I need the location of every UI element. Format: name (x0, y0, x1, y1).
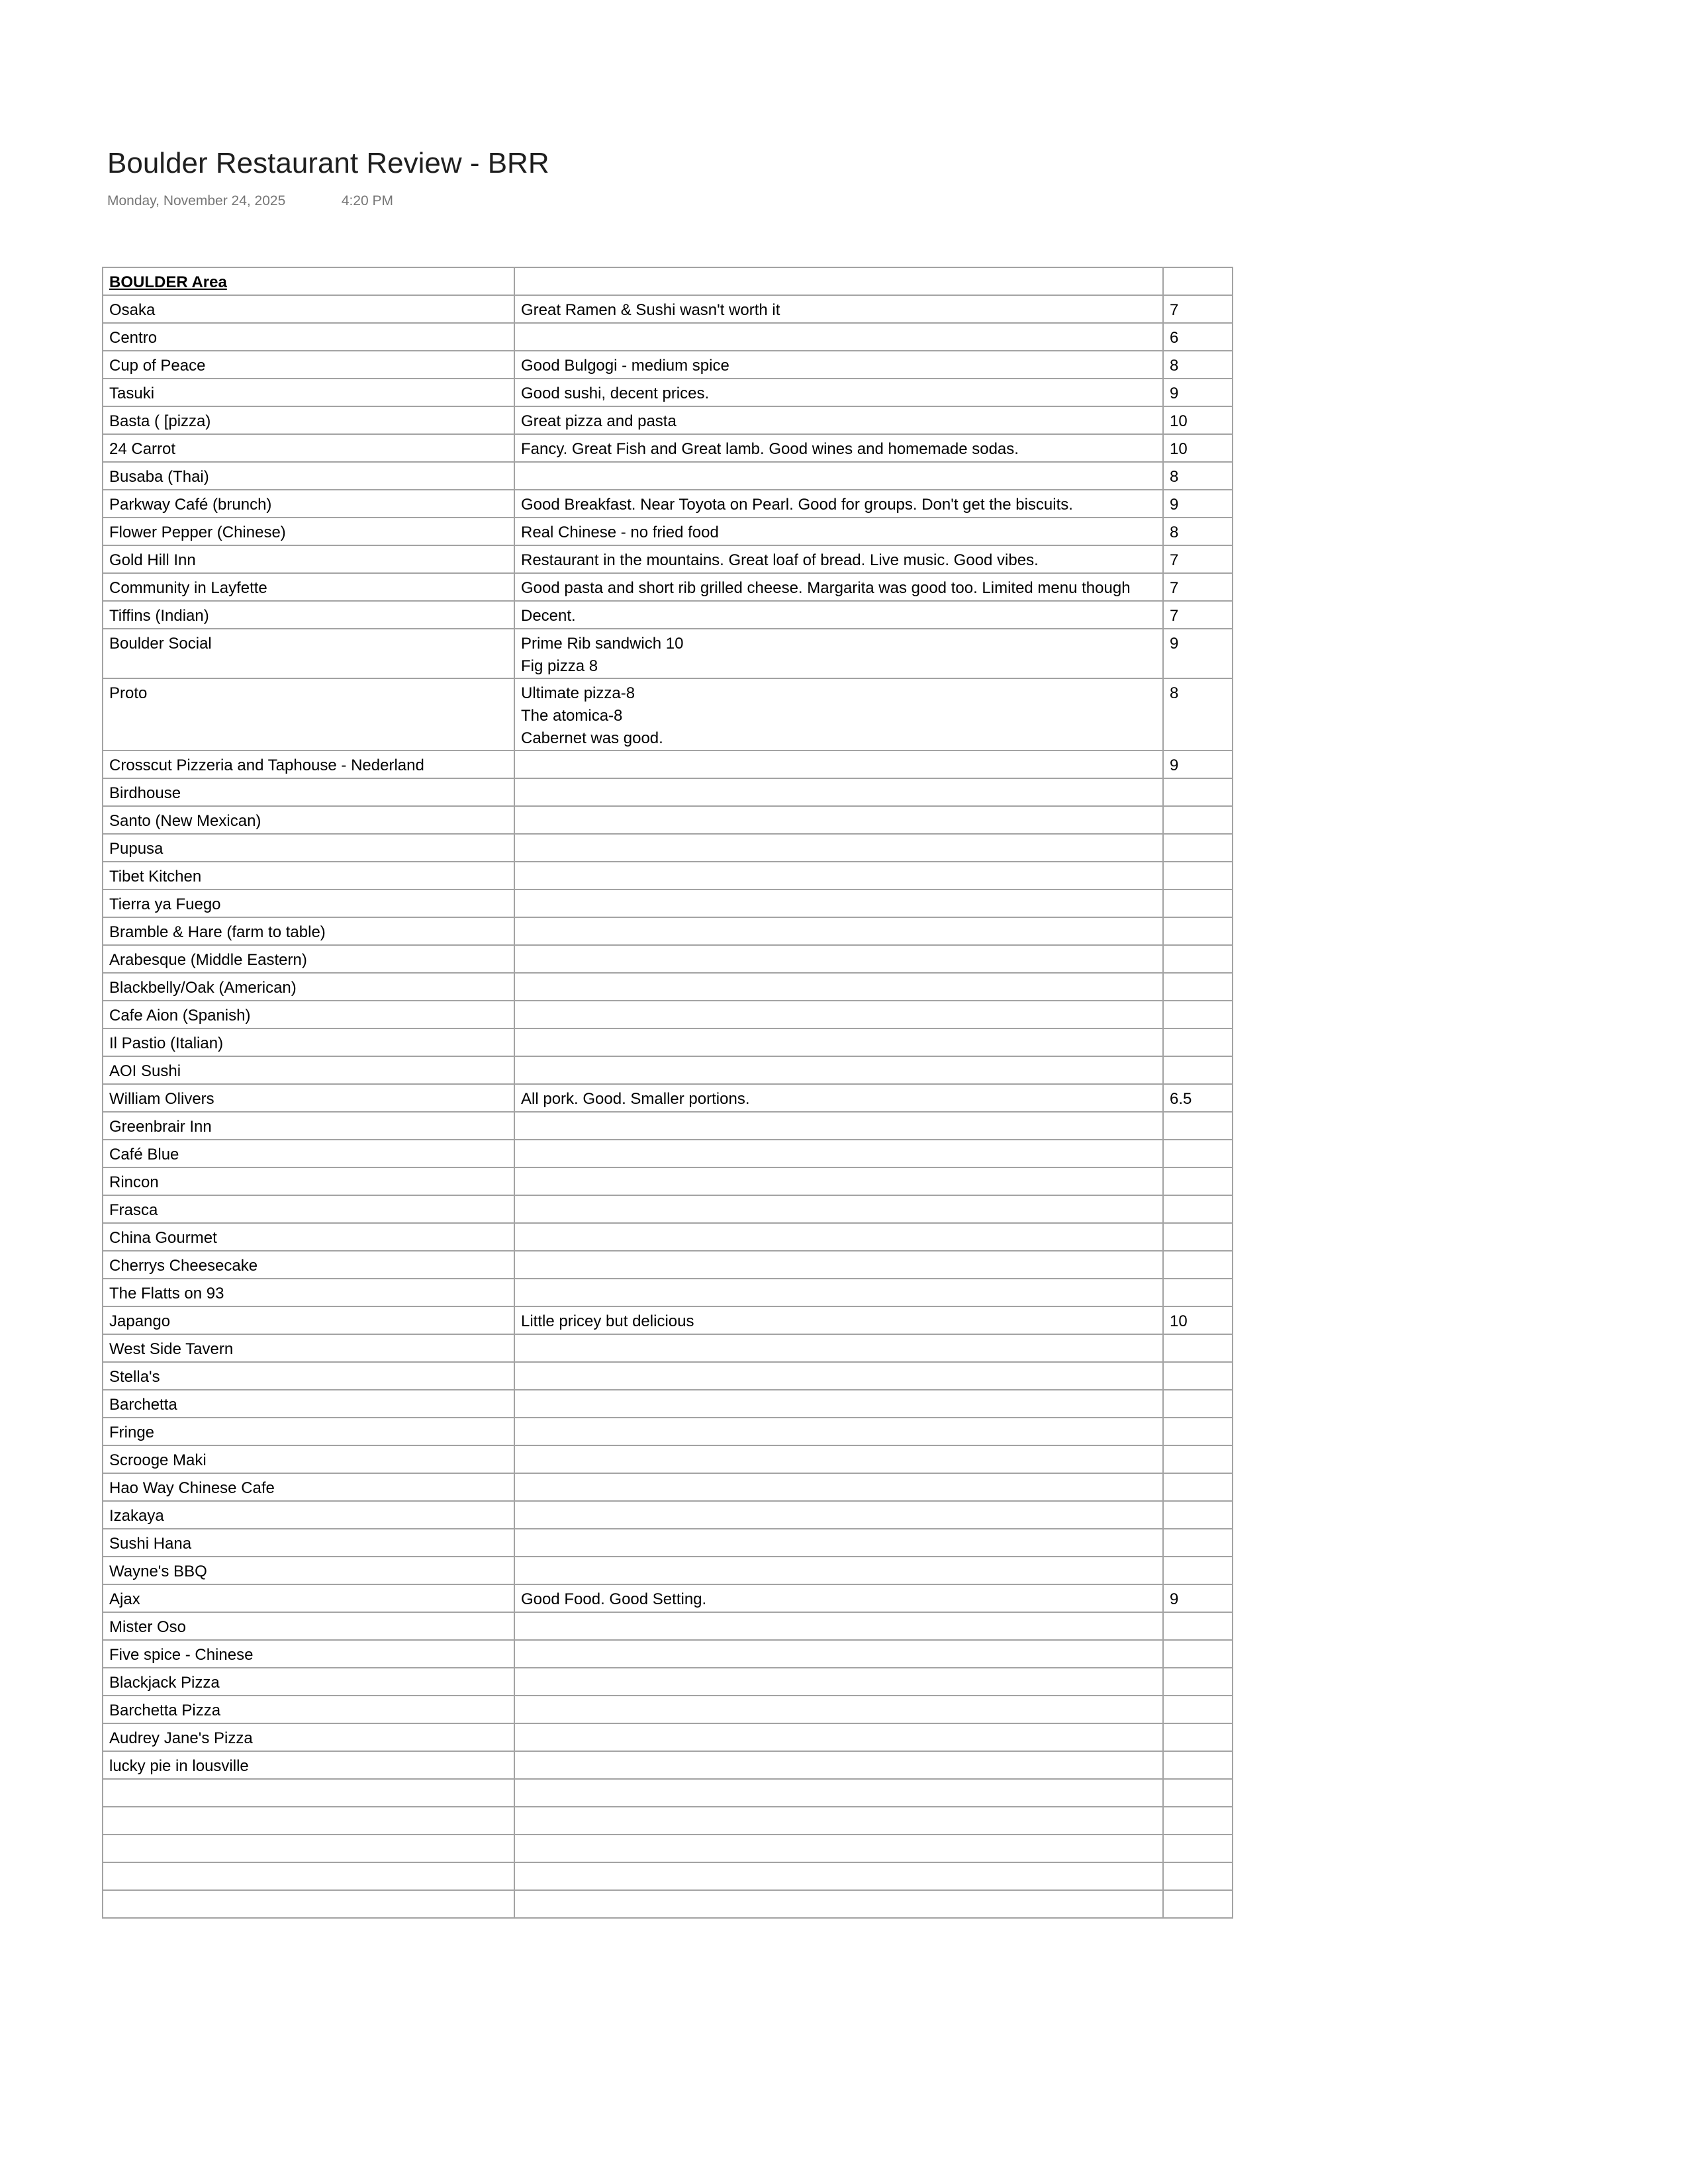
restaurant-name-cell[interactable]: Ajax (103, 1584, 514, 1612)
restaurant-name-cell[interactable]: 24 Carrot (103, 434, 514, 462)
restaurant-name-cell[interactable]: lucky pie in lousville (103, 1751, 514, 1779)
table-row (103, 1557, 1233, 1584)
table-row (103, 1473, 1233, 1501)
table-row (103, 1584, 1233, 1612)
restaurant-name-cell[interactable]: Gold Hill Inn (103, 545, 514, 573)
rating-score-cell[interactable] (1163, 1390, 1233, 1418)
rating-score-cell[interactable] (1163, 1001, 1233, 1028)
restaurant-name-cell[interactable]: Birdhouse (103, 778, 514, 806)
review-note-cell[interactable] (514, 1001, 1163, 1028)
table-row (103, 1501, 1233, 1529)
review-note-cell[interactable] (514, 1390, 1163, 1418)
table-row (103, 834, 1233, 862)
review-note-cell[interactable] (514, 1362, 1163, 1390)
restaurant-name-cell[interactable]: Bramble & Hare (farm to table) (103, 917, 514, 945)
table-row (103, 1251, 1233, 1279)
review-note-cell[interactable] (514, 1167, 1163, 1195)
restaurant-name-cell[interactable]: Wayne's BBQ (103, 1557, 514, 1584)
restaurant-name-cell[interactable]: Parkway Café (brunch) (103, 490, 514, 518)
table-row (103, 1334, 1233, 1362)
table-row (103, 1084, 1233, 1112)
rating-score-cell[interactable] (1163, 1112, 1233, 1140)
rating-score-cell[interactable]: 9 (1163, 751, 1233, 778)
rating-score-cell[interactable] (1163, 973, 1233, 1001)
review-note-cell[interactable] (514, 1890, 1163, 1918)
restaurant-name-cell[interactable]: Tiffins (Indian) (103, 601, 514, 629)
rating-score-cell[interactable] (1163, 1612, 1233, 1640)
table-row (103, 945, 1233, 973)
restaurant-name-cell[interactable]: Frasca (103, 1195, 514, 1223)
restaurant-review-table[interactable] (102, 267, 1233, 1919)
restaurant-name-cell[interactable]: Busaba (Thai) (103, 462, 514, 490)
rating-score-cell[interactable] (1163, 889, 1233, 917)
restaurant-name-cell[interactable]: Audrey Jane's Pizza (103, 1723, 514, 1751)
table-row (103, 751, 1233, 778)
table-row (103, 973, 1233, 1001)
table-row (103, 1835, 1233, 1862)
table-row (103, 295, 1233, 323)
review-note-cell[interactable] (514, 945, 1163, 973)
table-row (103, 1668, 1233, 1696)
restaurant-name-cell[interactable]: Blackjack Pizza (103, 1668, 514, 1696)
restaurant-name-cell[interactable]: Blackbelly/Oak (American) (103, 973, 514, 1001)
rating-score-cell[interactable] (1163, 1696, 1233, 1723)
review-note-cell[interactable] (514, 1028, 1163, 1056)
restaurant-name-cell[interactable]: Crosscut Pizzeria and Taphouse - Nederland (103, 751, 514, 778)
rating-score-cell[interactable] (1163, 1279, 1233, 1306)
rating-score-cell[interactable] (1163, 778, 1233, 806)
restaurant-name-cell[interactable]: West Side Tavern (103, 1334, 514, 1362)
restaurant-name-cell[interactable]: Cafe Aion (Spanish) (103, 1001, 514, 1028)
restaurant-name-cell[interactable]: Arabesque (Middle Eastern) (103, 945, 514, 973)
table-row (103, 490, 1233, 518)
review-note-cell[interactable] (514, 917, 1163, 945)
restaurant-name-cell[interactable] (103, 1807, 514, 1835)
rating-score-cell[interactable]: 9 (1163, 629, 1233, 678)
review-note-cell[interactable] (514, 1807, 1163, 1835)
rating-score-cell[interactable]: 9 (1163, 1584, 1233, 1612)
review-note-cell[interactable] (514, 751, 1163, 778)
restaurant-name-cell[interactable]: Cup of Peace (103, 351, 514, 379)
review-note-cell[interactable]: Great pizza and pasta (514, 406, 1163, 434)
rating-score-cell[interactable]: 8 (1163, 462, 1233, 490)
rating-score-cell[interactable] (1163, 1557, 1233, 1584)
review-note-cell[interactable] (514, 889, 1163, 917)
restaurant-name-cell[interactable]: Tibet Kitchen (103, 862, 514, 889)
review-note-cell[interactable] (514, 1668, 1163, 1696)
restaurant-name-cell[interactable] (103, 1862, 514, 1890)
review-note-cell[interactable]: Prime Rib sandwich 10 Fig pizza 8 (514, 629, 1163, 678)
table-row (103, 1445, 1233, 1473)
restaurant-name-cell[interactable]: The Flatts on 93 (103, 1279, 514, 1306)
restaurant-name-cell[interactable]: William Olivers (103, 1084, 514, 1112)
rating-score-cell[interactable] (1163, 945, 1233, 973)
rating-score-cell[interactable]: 8 (1163, 351, 1233, 379)
rating-score-cell[interactable] (1163, 1362, 1233, 1390)
restaurant-name-cell[interactable]: AOI Sushi (103, 1056, 514, 1084)
rating-score-cell[interactable] (1163, 1640, 1233, 1668)
restaurant-name-cell[interactable]: Scrooge Maki (103, 1445, 514, 1473)
table-row (103, 1640, 1233, 1668)
table-row (103, 1223, 1233, 1251)
review-note-cell[interactable]: Great Ramen & Sushi wasn't worth it (514, 295, 1163, 323)
page-date: Monday, November 24, 2025 (107, 193, 286, 208)
review-note-cell[interactable]: Decent. (514, 601, 1163, 629)
review-note-cell[interactable]: Good Bulgogi - medium spice (514, 351, 1163, 379)
table-row (103, 1751, 1233, 1779)
rating-score-cell[interactable]: 6 (1163, 323, 1233, 351)
review-note-cell[interactable] (514, 1835, 1163, 1862)
review-note-cell[interactable] (514, 1056, 1163, 1084)
review-note-cell[interactable] (514, 1751, 1163, 1779)
table-row (103, 434, 1233, 462)
review-note-cell[interactable] (514, 1862, 1163, 1890)
review-note-cell[interactable]: All pork. Good. Smaller portions. (514, 1084, 1163, 1112)
table-row (103, 379, 1233, 406)
table-row (103, 406, 1233, 434)
page-time: 4:20 PM (341, 193, 394, 208)
restaurant-name-cell[interactable]: Flower Pepper (Chinese) (103, 518, 514, 545)
table-row (103, 629, 1233, 678)
rating-score-cell[interactable] (1163, 862, 1233, 889)
restaurant-name-cell[interactable]: China Gourmet (103, 1223, 514, 1251)
rating-score-cell[interactable] (1163, 1056, 1233, 1084)
table-row (103, 1140, 1233, 1167)
review-note-cell[interactable]: Good Breakfast. Near Toyota on Pearl. Good for groups. Don't get the biscuits. (514, 490, 1163, 518)
review-note-cell[interactable] (514, 1501, 1163, 1529)
restaurant-name-cell[interactable]: Izakaya (103, 1501, 514, 1529)
table-row (103, 1001, 1233, 1028)
review-note-cell[interactable]: Little pricey but delicious (514, 1306, 1163, 1334)
table-row (103, 462, 1233, 490)
section-header-cell[interactable]: BOULDER Area (103, 267, 514, 295)
review-note-cell[interactable] (514, 778, 1163, 806)
rating-score-cell[interactable]: 7 (1163, 295, 1233, 323)
table-row (103, 1862, 1233, 1890)
review-note-cell[interactable]: Good sushi, decent prices. (514, 379, 1163, 406)
review-note-cell[interactable] (514, 806, 1163, 834)
table-row (103, 1306, 1233, 1334)
restaurant-name-cell[interactable]: Mister Oso (103, 1612, 514, 1640)
table-row (103, 351, 1233, 379)
rating-score-cell[interactable] (1163, 1807, 1233, 1835)
review-note-cell[interactable] (514, 1445, 1163, 1473)
restaurant-name-cell[interactable]: Proto (103, 678, 514, 751)
review-note-cell[interactable] (514, 1418, 1163, 1445)
restaurant-name-cell[interactable]: Stella's (103, 1362, 514, 1390)
review-note-cell[interactable] (514, 1557, 1163, 1584)
rating-score-cell[interactable] (1163, 1251, 1233, 1279)
rating-score-cell[interactable] (1163, 1668, 1233, 1696)
restaurant-name-cell[interactable]: Fringe (103, 1418, 514, 1445)
page-timestamp (107, 193, 393, 209)
table-row (103, 1028, 1233, 1056)
rating-score-cell[interactable] (1163, 1418, 1233, 1445)
review-note-cell[interactable] (514, 462, 1163, 490)
table-row (103, 1167, 1233, 1195)
empty-cell[interactable] (514, 267, 1163, 295)
page-title: Boulder Restaurant Review - BRR (107, 147, 549, 179)
table-row (103, 601, 1233, 629)
restaurant-name-cell[interactable]: Barchetta Pizza (103, 1696, 514, 1723)
rating-score-cell[interactable]: 9 (1163, 379, 1233, 406)
rating-score-cell[interactable] (1163, 1862, 1233, 1890)
restaurant-name-cell[interactable]: Sushi Hana (103, 1529, 514, 1557)
rating-score-cell[interactable] (1163, 1751, 1233, 1779)
review-note-cell[interactable] (514, 1640, 1163, 1668)
review-note-cell[interactable] (514, 1779, 1163, 1807)
rating-score-cell[interactable] (1163, 1140, 1233, 1167)
restaurant-name-cell[interactable]: Santo (New Mexican) (103, 806, 514, 834)
review-note-cell[interactable]: Fancy. Great Fish and Great lamb. Good wines and homemade sodas. (514, 434, 1163, 462)
review-note-cell[interactable]: Good Food. Good Setting. (514, 1584, 1163, 1612)
empty-cell[interactable] (1163, 267, 1233, 295)
restaurant-name-cell[interactable]: Il Pastio (Italian) (103, 1028, 514, 1056)
rating-score-cell[interactable] (1163, 1529, 1233, 1557)
table-row (103, 1723, 1233, 1751)
review-note-cell[interactable] (514, 1612, 1163, 1640)
rating-score-cell[interactable]: 7 (1163, 601, 1233, 629)
table-row (103, 889, 1233, 917)
rating-score-cell[interactable] (1163, 1501, 1233, 1529)
restaurant-name-cell[interactable]: Osaka (103, 295, 514, 323)
review-note-cell[interactable]: Real Chinese - no fried food (514, 518, 1163, 545)
restaurant-name-cell[interactable] (103, 1890, 514, 1918)
table-row (103, 1362, 1233, 1390)
restaurant-name-cell[interactable]: Tasuki (103, 379, 514, 406)
rating-score-cell[interactable] (1163, 1473, 1233, 1501)
rating-score-cell[interactable]: 10 (1163, 434, 1233, 462)
page-bottom-margin (99, 2023, 1238, 2181)
table-row (103, 917, 1233, 945)
restaurant-name-cell[interactable]: Barchetta (103, 1390, 514, 1418)
review-note-cell[interactable] (514, 834, 1163, 862)
review-note-cell[interactable] (514, 862, 1163, 889)
rating-score-cell[interactable]: 8 (1163, 518, 1233, 545)
rating-score-cell[interactable] (1163, 1445, 1233, 1473)
rating-score-cell[interactable]: 10 (1163, 406, 1233, 434)
restaurant-name-cell[interactable]: Centro (103, 323, 514, 351)
rating-score-cell[interactable]: 9 (1163, 490, 1233, 518)
table-row (103, 1195, 1233, 1223)
rating-score-cell[interactable] (1163, 1835, 1233, 1862)
review-note-cell[interactable] (514, 973, 1163, 1001)
restaurant-name-cell[interactable]: Greenbrair Inn (103, 1112, 514, 1140)
review-note-cell[interactable] (514, 1251, 1163, 1279)
table-row (103, 545, 1233, 573)
table-row (103, 806, 1233, 834)
restaurant-name-cell[interactable] (103, 1779, 514, 1807)
restaurant-name-cell[interactable]: Five spice - Chinese (103, 1640, 514, 1668)
rating-score-cell[interactable] (1163, 806, 1233, 834)
table-row (103, 678, 1233, 751)
review-note-cell[interactable] (514, 1473, 1163, 1501)
table-row (103, 1696, 1233, 1723)
table-row (103, 1418, 1233, 1445)
review-note-cell[interactable] (514, 1223, 1163, 1251)
table-row (103, 778, 1233, 806)
review-note-cell[interactable]: Good pasta and short rib grilled cheese. Margarita was good too. Limited menu though (514, 573, 1163, 601)
rating-score-cell[interactable] (1163, 1723, 1233, 1751)
review-note-cell[interactable]: Restaurant in the mountains. Great loaf of bread. Live music. Good vibes. (514, 545, 1163, 573)
restaurant-name-cell[interactable]: Basta ( [pizza) (103, 406, 514, 434)
table-row (103, 1807, 1233, 1835)
restaurant-name-cell[interactable] (103, 1835, 514, 1862)
review-note-cell[interactable] (514, 1696, 1163, 1723)
restaurant-name-cell[interactable]: Rincon (103, 1167, 514, 1195)
table-row (103, 323, 1233, 351)
rating-score-cell[interactable] (1163, 1028, 1233, 1056)
review-note-cell[interactable] (514, 1112, 1163, 1140)
table-row (103, 1056, 1233, 1084)
rating-score-cell[interactable]: 10 (1163, 1306, 1233, 1334)
review-note-cell[interactable] (514, 1334, 1163, 1362)
rating-score-cell[interactable] (1163, 1334, 1233, 1362)
review-note-cell[interactable] (514, 1140, 1163, 1167)
table-row (103, 518, 1233, 545)
rating-score-cell[interactable] (1163, 917, 1233, 945)
restaurant-name-cell[interactable]: Hao Way Chinese Cafe (103, 1473, 514, 1501)
restaurant-name-cell[interactable]: Japango (103, 1306, 514, 1334)
table-row (103, 1529, 1233, 1557)
table-row (103, 1279, 1233, 1306)
table-row (103, 1890, 1233, 1918)
table-row (103, 1390, 1233, 1418)
rating-score-cell[interactable] (1163, 1223, 1233, 1251)
review-note-cell[interactable] (514, 1723, 1163, 1751)
rating-score-cell[interactable]: 8 (1163, 678, 1233, 751)
rating-score-cell[interactable] (1163, 1167, 1233, 1195)
review-note-cell[interactable] (514, 1279, 1163, 1306)
table-row (103, 862, 1233, 889)
restaurant-name-cell[interactable]: Café Blue (103, 1140, 514, 1167)
rating-score-cell[interactable] (1163, 1890, 1233, 1918)
review-note-cell[interactable] (514, 1529, 1163, 1557)
restaurant-name-cell[interactable]: Community in Layfette (103, 573, 514, 601)
restaurant-name-cell[interactable]: Cherrys Cheesecake (103, 1251, 514, 1279)
rating-score-cell[interactable]: 6.5 (1163, 1084, 1233, 1112)
rating-score-cell[interactable] (1163, 834, 1233, 862)
review-note-cell[interactable] (514, 323, 1163, 351)
restaurant-name-cell[interactable]: Boulder Social (103, 629, 514, 678)
review-note-cell[interactable]: Ultimate pizza-8 The atomica-8 Cabernet was good. (514, 678, 1163, 751)
restaurant-name-cell[interactable]: Pupusa (103, 834, 514, 862)
rating-score-cell[interactable] (1163, 1779, 1233, 1807)
table-header-row (103, 267, 1233, 295)
table-row (103, 1112, 1233, 1140)
table-row (103, 1612, 1233, 1640)
review-note-cell[interactable] (514, 1195, 1163, 1223)
rating-score-cell[interactable] (1163, 1195, 1233, 1223)
table-row (103, 1779, 1233, 1807)
rating-score-cell[interactable]: 7 (1163, 545, 1233, 573)
restaurant-name-cell[interactable]: Tierra ya Fuego (103, 889, 514, 917)
table-row (103, 573, 1233, 601)
rating-score-cell[interactable]: 7 (1163, 573, 1233, 601)
